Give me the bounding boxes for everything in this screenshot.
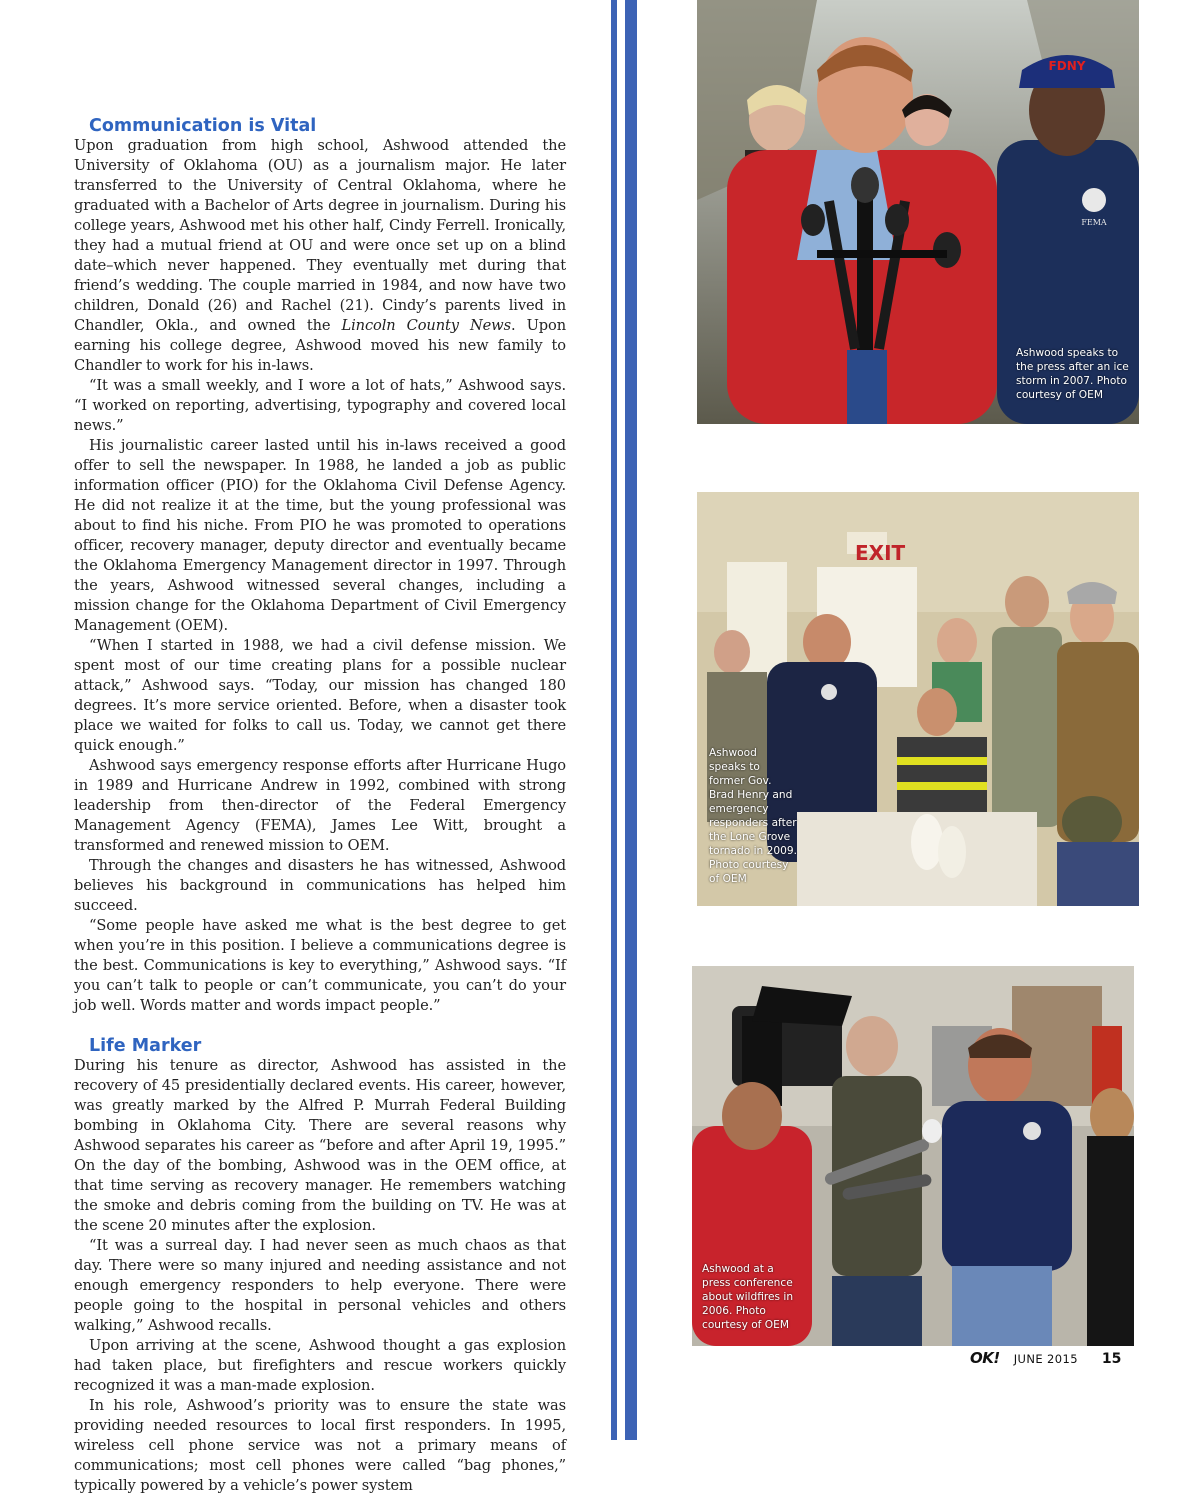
article-paragraph: Upon arriving at the scene, Ashwood thought a gas explosion had taken place, but firefighters and rescue workers quickly recognized it was a man-made explosion. <box>74 1337 566 1394</box>
paragraph-text: . Upon earning his college degree, Ashwood moved his new family to Chandler to work for his in-laws. <box>74 317 566 374</box>
article-column <box>74 116 566 1496</box>
article-paragraph <box>74 136 566 376</box>
page-number: 15 <box>1101 1351 1122 1367</box>
article-paragraph: In his role, Ashwood’s priority was to ensure the state was providing needed resources to local first responders. In 1995, wireless cell phone service was not a primary means of communications; most cell phones were called “bag phones,” typically powered by a vehicle’s power system <box>74 1397 566 1494</box>
divider-bar-left <box>611 0 617 1440</box>
article-paragraph: “It was a surreal day. I had never seen as much chaos as that day. There were so many injured and needing assistance and not enough emergency responders to help everyone. There were people going to the hospital in personal vehicles and others walking,” Ashwood recalls. <box>74 1237 566 1334</box>
photo-lone-grove-meeting <box>697 492 1139 906</box>
section-heading-life-marker: Life Marker <box>89 1036 202 1056</box>
article-paragraph: “Some people have asked me what is the best degree to get when you’re in this position. I believe a communications degree is the best. Communications is key to everything,” Ashwood says. “If you can’t talk to people or can’t communicate, you can’t do your job well. Words matter and words impact people.” <box>74 917 566 1014</box>
exit-sign-text: EXIT <box>855 541 906 565</box>
article-paragraph: His journalistic career lasted until his in-laws received a good offer to sell the newspaper. In 1988, he landed a job as public information officer (PIO) for the Oklahoma Civil Defense Agency. He did not realize it at the time, but the young professional was about to find his niche. From PIO he was promoted to operations officer, recovery manager, deputy director and eventually became the Oklahoma Emergency Management director in 1997. Through the years, Ashwood witnessed several changes, including a mission change for the Oklahoma Department of Civil Emergency Management (OEM). <box>74 437 566 634</box>
magazine-logo: OK! <box>970 1349 1000 1367</box>
divider-bar-right <box>625 0 637 1440</box>
article-paragraph: Through the changes and disasters he has witnessed, Ashwood believes his background in communications has helped him succeed. <box>74 857 566 914</box>
article-paragraph: “When I started in 1988, we had a civil defense mission. We spent most of our time creating plans for a possible nuclear attack,” Ashwood says. “Today, our mission has changed 180 degrees. It’s more service oriented. Before, when a disaster took place we waited for folks to call us. Today, we cannot get there quick enough.” <box>74 637 566 754</box>
fema-jacket-text: FEMA <box>1081 218 1107 227</box>
article-paragraph: Ashwood says emergency response efforts after Hurricane Hugo in 1989 and Hurricane Andrew in 1992, combined with strong leadership from then-director of the Federal Emergency Management Agency (FEMA), James Lee Witt, brought a transformed and renewed mission to OEM. <box>74 757 566 854</box>
article-paragraph: “It was a small weekly, and I wore a lot of hats,” Ashwood says. “I worked on reporting, advertising, typography and covered local news.” <box>74 377 566 434</box>
article-paragraph: During his tenure as director, Ashwood has assisted in the recovery of 45 presidentially declared events. His career, however, was greatly marked by the Alfred P. Murrah Federal Building bombing in Oklahoma City. There are several reasons why Ashwood separates his career as “before and after April 19, 1995.” On the day of the bombing, Ashwood was in the OEM office, at that time serving as recovery manager. He remembers watching the smoke and debris coming from the building on TV. He was at the scene 20 minutes after the explosion. <box>74 1057 566 1234</box>
section-heading-communication: Communication is Vital <box>89 116 317 136</box>
photo-ice-storm-press <box>697 0 1139 424</box>
fdny-cap-text: FDNY <box>1048 59 1086 73</box>
photo-wildfire-press <box>692 966 1134 1346</box>
newspaper-name: Lincoln County News <box>341 317 511 334</box>
photo-caption: Ashwood speaks to former Gov. Brad Henry and emergency responders after the Lone Grove tornado in 2009. Photo courtesy of OEM <box>709 747 797 885</box>
photo-caption: Ashwood speaks to the press after an ice storm in 2007. Photo courtesy of OEM <box>1016 347 1129 401</box>
paragraph-text: Upon graduation from high school, Ashwood attended the University of Oklahoma (OU) as a journalism major. He later transferred to the University of Central Oklahoma, where he graduated with a Bachelor of Arts degree in journalism. During his college years, Ashwood met his other half, Cindy Ferrell. Ironically, they had a mutual friend at OU and were once set up on a blind date–which never happened. They eventually met during that friend’s wedding. The couple married in 1984, and now have two children, Donald (26) and Rachel (21). Cindy’s parents lived in Chandler, Okla., and owned the <box>74 137 566 334</box>
page-footer <box>970 1349 1121 1367</box>
issue-date: JUNE 2015 <box>1013 1352 1078 1366</box>
photo-caption: Ashwood at a press conference about wildfires in 2006. Photo courtesy of OEM <box>702 1263 794 1331</box>
